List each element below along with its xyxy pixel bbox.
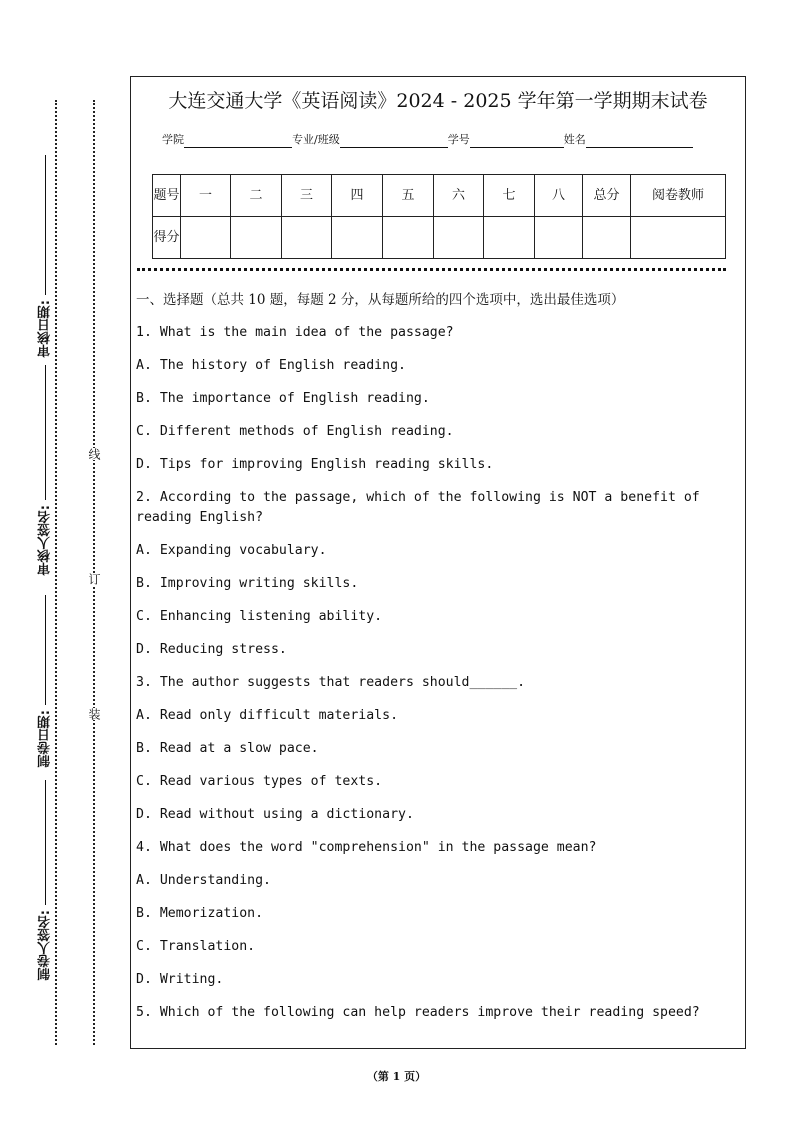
- option-1c: C. Different methods of English reading.: [136, 424, 454, 439]
- option-3a: A. Read only difficult materials.: [136, 708, 399, 723]
- score-cell-2[interactable]: [231, 217, 282, 259]
- question-5: 5. Which of the following can help readers improve their reading speed?: [136, 1005, 700, 1020]
- name-label: 姓名: [563, 133, 586, 146]
- exam-title: 大连交通大学《英语阅读》2024 - 2025 学年第一学期期末试卷: [168, 90, 708, 112]
- question-content: [136, 290, 744, 1036]
- column-4: 四: [332, 175, 383, 217]
- reviewer-signature-label: 审核人签名:: [38, 505, 53, 576]
- score-cell-4[interactable]: [332, 217, 383, 259]
- exam-frame: [130, 76, 746, 1049]
- option-1a: A. The history of English reading.: [136, 358, 406, 373]
- column-total: 总分: [583, 175, 631, 217]
- review-date-label: 审核日期:: [38, 300, 53, 358]
- column-1: 一: [181, 175, 231, 217]
- bind-char-bind: 装: [87, 708, 101, 720]
- score-cell-7[interactable]: [484, 217, 535, 259]
- bind-char-line: 线: [87, 448, 101, 460]
- student-info-row: [162, 132, 693, 148]
- question-2: 2. According to the passage, which of the following is NOT a benefit of reading English?: [136, 490, 700, 525]
- option-2a: A. Expanding vocabulary.: [136, 543, 327, 558]
- major-class-blank[interactable]: [340, 134, 448, 148]
- score-cell-3[interactable]: [282, 217, 332, 259]
- college-blank[interactable]: [184, 134, 292, 148]
- column-5: 五: [383, 175, 434, 217]
- dotted-divider: [137, 268, 726, 271]
- binding-dotted-line-outer: [55, 100, 57, 1045]
- score-cell-5[interactable]: [383, 217, 434, 259]
- option-4b: B. Memorization.: [136, 906, 264, 921]
- option-2d: D. Reducing stress.: [136, 642, 287, 657]
- column-3: 三: [282, 175, 332, 217]
- option-4a: A. Understanding.: [136, 873, 271, 888]
- score-label: 得分: [153, 217, 181, 259]
- option-4c: C. Translation.: [136, 939, 256, 954]
- option-1d: D. Tips for improving English reading skills.: [136, 457, 494, 472]
- page-number: （第 1 页）: [366, 1070, 427, 1083]
- question-number-label: 题号: [153, 175, 181, 217]
- bind-char-staple: 订: [87, 573, 101, 585]
- section-title: 一、选择题（总共 10 题，每题 2 分，从每题所给的四个选项中，选出最佳选项）: [136, 292, 625, 308]
- option-4d: D. Writing.: [136, 972, 224, 987]
- question-4: 4. What does the word "comprehension" in the passage mean?: [136, 840, 597, 855]
- score-table-score-row: [153, 217, 726, 259]
- score-cell-6[interactable]: [434, 217, 484, 259]
- paper-date-blank[interactable]: [45, 595, 46, 705]
- question-1: 1. What is the main idea of the passage?: [136, 325, 454, 340]
- review-date-blank[interactable]: [45, 155, 46, 295]
- paper-maker-signature-label: 制卷人签名:: [38, 910, 53, 981]
- score-cell-1[interactable]: [181, 217, 231, 259]
- score-cell-total[interactable]: [583, 217, 631, 259]
- option-2c: C. Enhancing listening ability.: [136, 609, 383, 624]
- column-7: 七: [484, 175, 535, 217]
- column-2: 二: [231, 175, 282, 217]
- column-grader: 阅卷教师: [631, 175, 726, 217]
- score-table: [152, 174, 726, 259]
- option-3d: D. Read without using a dictionary.: [136, 807, 414, 822]
- score-cell-grader[interactable]: [631, 217, 726, 259]
- reviewer-signature-blank[interactable]: [45, 365, 46, 500]
- student-id-label: 学号: [447, 133, 470, 146]
- column-8: 八: [535, 175, 583, 217]
- major-class-label: 专业/班级: [292, 133, 340, 146]
- paper-date-label: 制卷日期:: [38, 710, 53, 768]
- option-3c: C. Read various types of texts.: [136, 774, 383, 789]
- paper-maker-signature-blank[interactable]: [45, 780, 46, 905]
- question-3: 3. The author suggests that readers should______.: [136, 675, 526, 690]
- score-table-header-row: [153, 175, 726, 217]
- option-1b: B. The importance of English reading.: [136, 391, 430, 406]
- score-cell-8[interactable]: [535, 217, 583, 259]
- name-blank[interactable]: [586, 134, 693, 148]
- college-label: 学院: [162, 133, 184, 146]
- column-6: 六: [434, 175, 484, 217]
- option-3b: B. Read at a slow pace.: [136, 741, 319, 756]
- student-id-blank[interactable]: [470, 134, 564, 148]
- option-2b: B. Improving writing skills.: [136, 576, 359, 591]
